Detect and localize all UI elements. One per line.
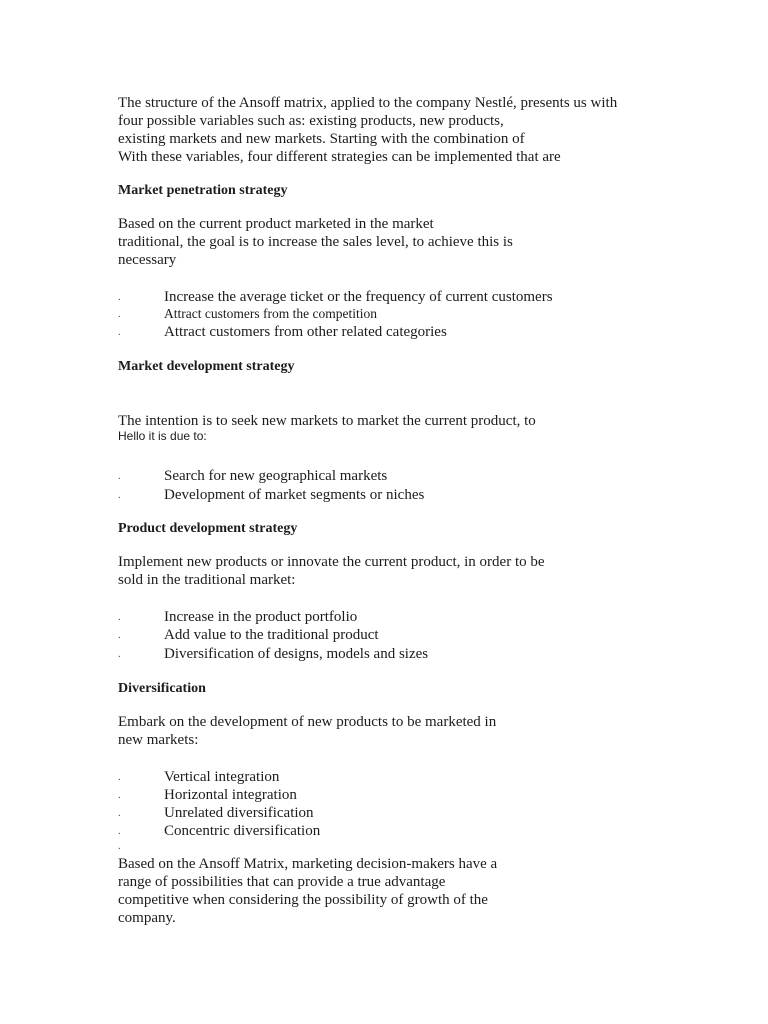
list-item-text: Diversification of designs, models and sizes: [164, 646, 429, 662]
paragraph-line: The intention is to seek new markets to market the current product, to: [118, 413, 536, 429]
list-item-text: Attract customers from other related categories: [164, 324, 447, 340]
bullet-marker: .: [118, 825, 121, 837]
list-item-text: Add value to the traditional product: [164, 627, 379, 643]
bullet-marker: .: [118, 789, 121, 801]
paragraph-line: Implement new products or innovate the current product, in order to be: [118, 554, 545, 570]
bullet-marker: .: [118, 840, 121, 852]
list-item-text: Increase in the product portfolio: [164, 609, 358, 625]
bullet-marker: .: [118, 470, 121, 482]
paragraph-line: Based on the current product marketed in the market: [118, 216, 434, 232]
bullet-marker: .: [118, 291, 121, 303]
intro-paragraph: [118, 94, 678, 166]
heading-product-development: Product development strategy: [118, 521, 298, 536]
market-development-paragraph: [118, 412, 678, 442]
paragraph-line: necessary: [118, 252, 177, 268]
bullet-marker: .: [118, 807, 121, 819]
intro-line: existing markets and new markets. Starting with the combination of: [118, 131, 525, 147]
list-item-text: Search for new geographical markets: [164, 468, 388, 484]
diversification-paragraph: [118, 713, 678, 749]
product-development-paragraph: [118, 553, 678, 589]
list-item-text: Vertical integration: [164, 769, 280, 785]
bullet-marker: .: [118, 489, 121, 501]
bullet-marker: .: [118, 308, 121, 320]
bullet-marker: .: [118, 326, 121, 338]
bullet-marker: .: [118, 611, 121, 623]
paragraph-line: competitive when considering the possibility of growth of the: [118, 892, 488, 908]
conclusion-paragraph: [118, 855, 678, 927]
list-item-text: Horizontal integration: [164, 787, 297, 803]
intro-line: four possible variables such as: existing products, new products,: [118, 113, 504, 129]
paragraph-line: Hello it is due to:: [118, 429, 207, 443]
heading-diversification: Diversification: [118, 681, 206, 696]
paragraph-line: company.: [118, 910, 176, 926]
bullet-marker: .: [118, 648, 121, 660]
list-item-text: Development of market segments or niches: [164, 487, 425, 503]
bullet-marker: .: [118, 629, 121, 641]
penetration-paragraph: [118, 215, 678, 269]
paragraph-line: range of possibilities that can provide a true advantage: [118, 874, 446, 890]
list-item-text: Unrelated diversification: [164, 805, 314, 821]
paragraph-line: Based on the Ansoff Matrix, marketing decision-makers have a: [118, 856, 498, 872]
paragraph-line: new markets:: [118, 732, 199, 748]
list-item-text: Concentric diversification: [164, 823, 321, 839]
list-item-text: Attract customers from the competition: [164, 306, 377, 321]
intro-line: The structure of the Ansoff matrix, applied to the company Nestlé, presents us with: [118, 95, 618, 111]
paragraph-line: Embark on the development of new products to be marketed in: [118, 714, 497, 730]
heading-market-penetration: Market penetration strategy: [118, 183, 288, 198]
intro-line: With these variables, four different strategies can be implemented that are: [118, 149, 561, 165]
bullet-marker: .: [118, 771, 121, 783]
paragraph-line: sold in the traditional market:: [118, 572, 296, 588]
paragraph-line: traditional, the goal is to increase the sales level, to achieve this is: [118, 234, 513, 250]
list-item-text: Increase the average ticket or the frequency of current customers: [164, 289, 553, 305]
heading-market-development: Market development strategy: [118, 359, 295, 374]
